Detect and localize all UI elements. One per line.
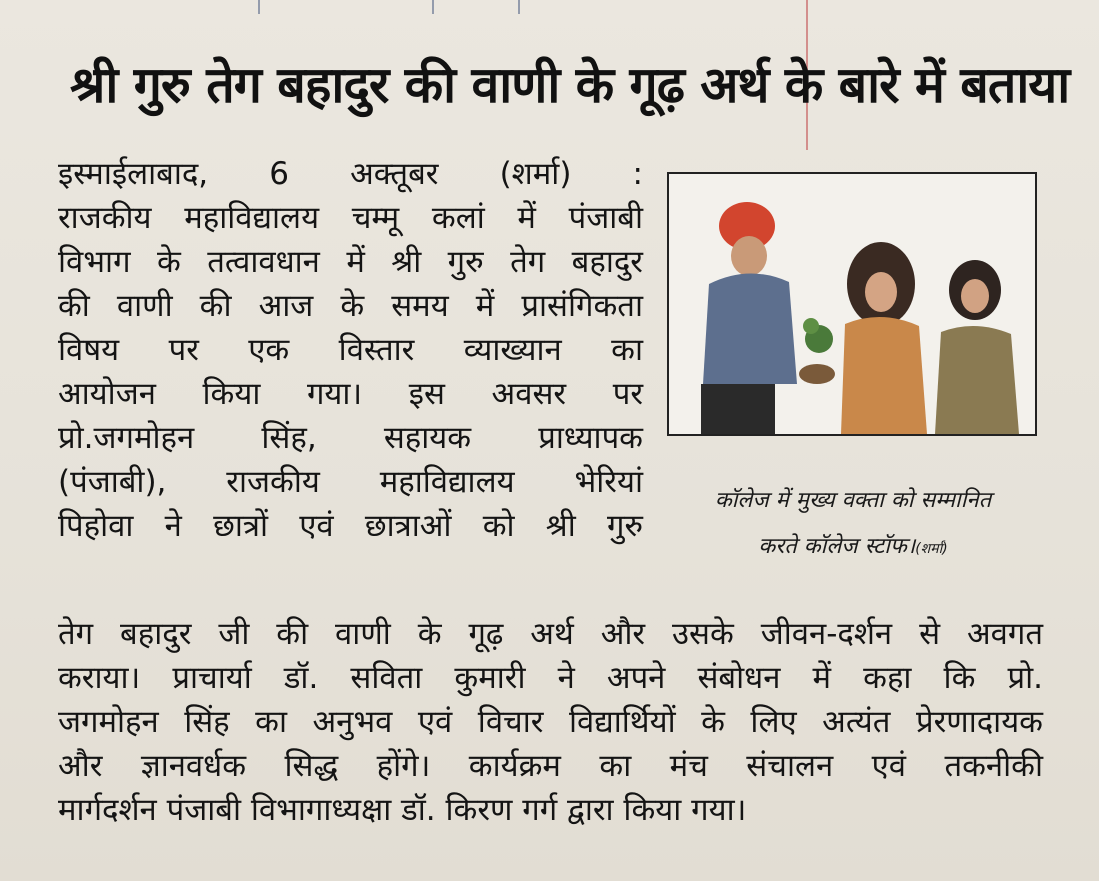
article-wide-text	[58, 612, 1043, 832]
column-line: प्रो.जगमोहन सिंह, सहायक प्राध्यापक	[58, 420, 643, 456]
article-column-text	[58, 152, 643, 548]
caption-text: करते कॉलेज स्टॉफ।	[758, 534, 916, 559]
photo-illustration	[669, 174, 1035, 434]
wide-line: कराया। प्राचार्या डॉ. सविता कुमारी ने अपने संबोधन में कहा कि प्रो.	[58, 660, 1043, 696]
column-line: पिहोवा ने छात्रों एवं छात्राओं को श्री गुरु	[58, 508, 643, 544]
wide-line: तेग बहादुर जी की वाणी के गूढ़ अर्थ और उसके जीवन-दर्शन से अवगत	[58, 616, 1043, 652]
wide-line: मार्गदर्शन पंजाबी विभागाध्यक्षा डॉ. किरण गर्ग द्वारा किया गया।	[58, 792, 747, 828]
column-line: की वाणी की आज के समय में प्रासंगिकता	[58, 288, 643, 324]
caption-line	[672, 524, 1034, 572]
caption-line: कॉलेज में मुख्य वक्ता को सम्मानित	[714, 488, 992, 513]
photo-caption	[672, 478, 1034, 572]
column-line: विषय पर एक विस्तार व्याख्यान का	[58, 332, 643, 368]
wide-line: जगमोहन सिंह का अनुभव एवं विचार विद्यार्थियों के लिए अत्यंत प्रेरणादायक	[58, 704, 1043, 740]
fold-mark	[258, 0, 260, 14]
headline: श्री गुरु तेग बहादुर की वाणी के गूढ़ अर्थ के बारे में बताया	[70, 56, 1070, 114]
fold-mark	[432, 0, 434, 14]
wide-line: और ज्ञानवर्धक सिद्ध होंगे। कार्यक्रम का मंच संचालन एवं तकनीकी	[58, 748, 1043, 784]
column-line: इस्माईलाबाद, 6 अक्तूबर (शर्मा) :	[58, 156, 643, 192]
column-line: विभाग के तत्वावधान में श्री गुरु तेग बहादुर	[58, 244, 643, 280]
news-photo	[667, 172, 1037, 436]
column-line: (पंजाबी), राजकीय महाविद्यालय भेरियां	[58, 464, 643, 500]
column-line: राजकीय महाविद्यालय चम्मू कलां में पंजाबी	[58, 200, 643, 236]
fold-mark	[518, 0, 520, 14]
photo-credit: (शर्मा)	[915, 541, 948, 557]
column-line: आयोजन किया गया। इस अवसर पर	[58, 376, 643, 412]
